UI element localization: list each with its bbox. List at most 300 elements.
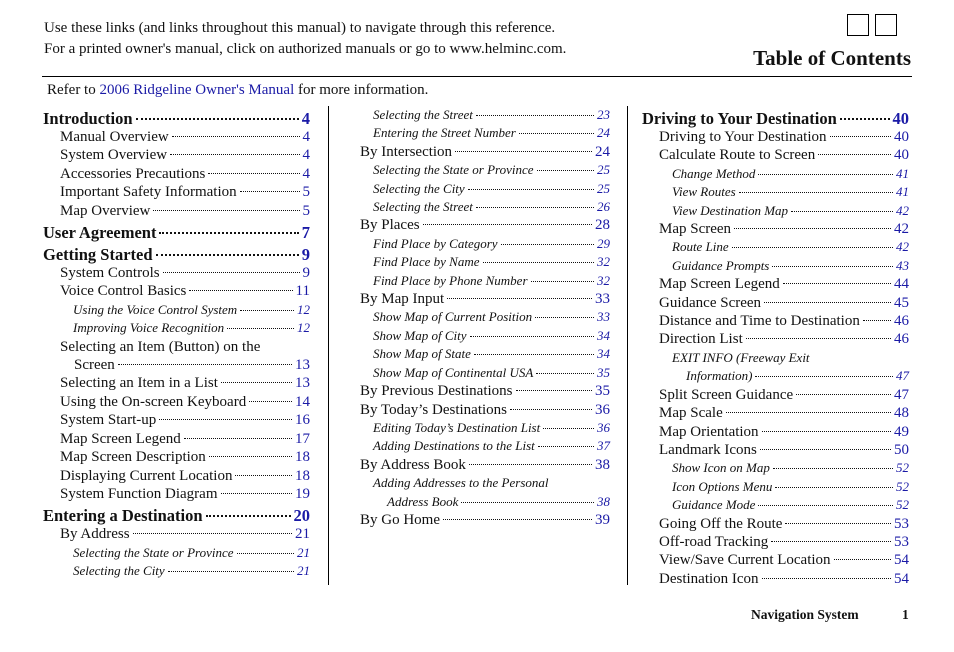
toc-entry-title: Route Line: [672, 239, 729, 255]
dot-leader: [535, 317, 594, 318]
toc-entry[interactable]: [360, 511, 610, 529]
toc-entry-title: Icon Options Menu: [672, 478, 773, 494]
toc-entry-page-link[interactable]: 38: [595, 456, 610, 473]
toc-entry-title: System Start-up: [60, 412, 157, 429]
toc-entry-title: Calculate Route to Screen: [659, 147, 816, 164]
toc-entry-title: Selecting an Item (Button) on the: [60, 338, 261, 355]
toc-entry-title: Off-road Tracking: [659, 533, 769, 550]
refer-line: [47, 82, 428, 99]
toc-entry-title: Find Place by Category: [373, 235, 498, 251]
toc-entry[interactable]: [360, 253, 610, 271]
toc-entry[interactable]: [43, 128, 310, 146]
dot-leader: [863, 320, 891, 321]
dot-leader: [221, 382, 292, 383]
toc-entry-page-link[interactable]: 52: [896, 478, 909, 494]
dot-leader: [739, 192, 893, 193]
toc-entry-page-link[interactable]: 52: [896, 497, 909, 513]
toc-entry[interactable]: [43, 282, 310, 300]
toc-entry-page-link[interactable]: 23: [597, 107, 610, 122]
dot-leader: [156, 254, 299, 256]
toc-entry[interactable]: [642, 165, 909, 183]
toc-entry-title: Using the Voice Control System: [73, 301, 238, 317]
toc-entry[interactable]: [360, 308, 610, 326]
toc-entry-page-link[interactable]: 46: [894, 313, 909, 330]
toc-entry[interactable]: [360, 493, 610, 511]
toc-entry-page-link[interactable]: 28: [595, 217, 610, 234]
dot-leader: [227, 328, 294, 329]
toc-entry-title: Introduction: [43, 109, 133, 128]
toc-entry[interactable]: [360, 235, 610, 253]
toc-entry-page-link[interactable]: 5: [302, 184, 310, 201]
toc-entry-title: System Function Diagram: [60, 485, 218, 502]
toc-entry-title: Adding Addresses to the Personal: [373, 475, 549, 491]
toc-entry[interactable]: [642, 312, 909, 330]
toc-entry-title: Selecting the State or Province: [73, 544, 234, 560]
toc-entry[interactable]: [43, 223, 310, 242]
toc-entry-title: Driving to Your Destination: [659, 129, 827, 145]
toc-column-1: [43, 106, 310, 581]
toc-entry-title: By Previous Destinations: [360, 383, 513, 400]
toc-entry[interactable]: [642, 109, 909, 128]
toc-entry[interactable]: [43, 448, 310, 466]
dot-leader: [476, 115, 594, 116]
owners-manual-link[interactable]: 2006 Ridgeline Owner's Manual: [99, 82, 295, 98]
toc-entry-title: View Destination Map: [672, 202, 789, 218]
toc-entry[interactable]: [360, 198, 610, 216]
toc-entry[interactable]: [43, 411, 310, 429]
toc-entry[interactable]: [43, 562, 310, 580]
toc-entry-title: Selecting the City: [73, 563, 165, 579]
toc-entry-title: Entering a Destination: [43, 506, 203, 526]
toc-entry-page-link[interactable]: 45: [894, 294, 909, 311]
toc-entry-page-link[interactable]: 32: [597, 272, 610, 288]
toc-entry[interactable]: [43, 467, 310, 485]
dot-leader: [762, 431, 891, 432]
toc-entry-page-link[interactable]: 34: [597, 346, 610, 362]
toc-entry-page-link[interactable]: 35: [595, 383, 610, 400]
toc-entry-title: By Places: [360, 217, 420, 234]
dot-leader: [796, 394, 891, 395]
dot-leader: [510, 409, 592, 410]
toc-entry[interactable]: [642, 128, 909, 146]
dot-leader: [206, 515, 291, 517]
toc-entry[interactable]: [43, 165, 310, 183]
toc-entry[interactable]: [360, 124, 610, 142]
toc-entry-page-link[interactable]: 19: [295, 485, 310, 502]
toc-entry-title: Map Screen Legend: [60, 430, 181, 447]
toc-entry-title: Show Map of Continental USA: [373, 364, 534, 380]
toc-entry[interactable]: [642, 533, 909, 551]
dot-leader: [726, 412, 891, 413]
toc-entry-title: Distance and Time to Destination: [659, 313, 860, 330]
toc-entry[interactable]: [360, 180, 610, 198]
toc-entry-title: Change Method: [672, 165, 756, 181]
refer-suffix: for more information.: [294, 82, 429, 98]
toc-entry-page-link[interactable]: 47: [896, 368, 909, 384]
toc-entry-page-link[interactable]: 21: [297, 563, 310, 579]
toc-entry-page-link[interactable]: 42: [896, 239, 909, 255]
toc-entry[interactable]: [360, 161, 610, 179]
dot-leader: [168, 571, 294, 572]
dot-leader: [469, 464, 592, 465]
toc-entry[interactable]: [642, 294, 909, 312]
toc-entry-title: Direction List: [659, 331, 743, 348]
toc-entry[interactable]: [642, 459, 909, 477]
toc-entry-page-link[interactable]: 16: [295, 412, 310, 429]
next-page-button[interactable]: [875, 14, 897, 36]
dot-leader: [840, 118, 890, 120]
toc-entry[interactable]: [642, 386, 909, 404]
toc-entry-page-link[interactable]: 26: [597, 199, 610, 215]
toc-entry-page-link[interactable]: 24: [595, 143, 610, 160]
toc-entry-title: By Intersection: [360, 143, 453, 160]
dot-leader: [447, 298, 592, 299]
toc-entry[interactable]: [43, 393, 310, 411]
toc-entry-title: Split Screen Guidance: [659, 386, 794, 403]
dot-leader: [775, 487, 893, 488]
toc-entry[interactable]: [43, 356, 310, 374]
toc-entry-title: Driving to Your Destination: [642, 109, 837, 128]
toc-entry[interactable]: [642, 183, 909, 201]
toc-entry-title: Entering the Street Number: [373, 125, 516, 141]
toc-entry-page-link[interactable]: 25: [597, 162, 610, 178]
toc-entry-page-link[interactable]: 18: [295, 467, 310, 484]
toc-entry-page-link[interactable]: 40: [894, 129, 909, 145]
toc-entry[interactable]: [642, 220, 909, 238]
toc-entry-title: System Overview: [60, 147, 168, 164]
header-note: [44, 18, 566, 60]
toc-entry-page-link[interactable]: 12: [297, 301, 310, 317]
toc-entry-page-link[interactable]: 34: [597, 327, 610, 343]
dot-leader: [537, 170, 594, 171]
toc-entry[interactable]: [43, 146, 310, 164]
toc-entry-page-link[interactable]: 48: [894, 405, 909, 422]
dot-leader: [240, 191, 300, 192]
dot-leader: [773, 468, 893, 469]
toc-entry-title: System Controls: [60, 265, 160, 282]
toc-entry-page-link[interactable]: 44: [894, 276, 909, 293]
toc-entry-page-link[interactable]: 54: [894, 552, 909, 569]
toc-entry-page-link[interactable]: 52: [896, 460, 909, 476]
toc-entry-page-link[interactable]: 35: [597, 364, 610, 380]
toc-entry-page-link[interactable]: 5: [302, 202, 310, 219]
toc-entry-page-link[interactable]: 29: [597, 235, 610, 251]
toc-entry[interactable]: [360, 290, 610, 308]
toc-entry[interactable]: [642, 367, 909, 385]
dot-leader: [468, 189, 594, 190]
toc-entry[interactable]: [43, 374, 310, 392]
toc-entry-title: Find Place by Name: [373, 254, 480, 270]
toc-entry-page-link[interactable]: 4: [302, 129, 310, 145]
toc-entry-title: By Address: [60, 526, 130, 543]
dot-leader: [235, 475, 292, 476]
toc-entry-page-link[interactable]: 39: [595, 511, 610, 528]
toc-entry-page-link[interactable]: 42: [894, 221, 909, 238]
page-nav-buttons: [847, 14, 897, 36]
dot-leader: [734, 228, 891, 229]
toc-entry[interactable]: [43, 301, 310, 319]
dot-leader: [461, 502, 594, 503]
toc-entry[interactable]: [43, 202, 310, 220]
toc-entry[interactable]: [642, 478, 909, 496]
footer-page-number: 1: [902, 607, 909, 622]
dot-leader: [758, 174, 893, 175]
toc-entry-title: Selecting the State or Province: [373, 162, 534, 178]
refer-prefix: Refer to: [47, 82, 100, 98]
dot-leader: [118, 364, 292, 365]
toc-entry-title: Improving Voice Recognition: [73, 320, 225, 336]
dot-leader: [476, 207, 594, 208]
dot-leader: [538, 446, 594, 447]
toc-entry-page-link[interactable]: 42: [896, 202, 909, 218]
dot-leader: [474, 354, 594, 355]
header-note-line-2: For a printed owner's manual, click on authorized manuals or go to www.helminc.com.: [44, 41, 567, 57]
dot-leader: [170, 154, 299, 155]
dot-leader: [443, 519, 592, 520]
toc-entry-page-link[interactable]: 38: [597, 493, 610, 509]
dot-leader: [249, 401, 292, 402]
dot-leader: [755, 376, 893, 377]
toc-entry-page-link[interactable]: 37: [597, 438, 610, 454]
toc-entry-title: Map Overview: [60, 202, 151, 219]
toc-entry-title: Address Book: [387, 493, 459, 509]
toc-entry-page-link[interactable]: 41: [896, 165, 909, 181]
toc-entry-page-link[interactable]: 46: [894, 331, 909, 348]
toc-entry[interactable]: [43, 525, 310, 543]
toc-entry-title: By Today’s Destinations: [360, 401, 508, 418]
toc-entry-title: Getting Started: [43, 245, 153, 265]
toc-entry[interactable]: [43, 544, 310, 562]
dot-leader: [732, 247, 893, 248]
toc-entry[interactable]: [43, 183, 310, 201]
dot-leader: [163, 272, 300, 273]
dot-leader: [153, 210, 299, 211]
toc-entry-page-link[interactable]: 50: [894, 441, 909, 458]
toc-entry[interactable]: [642, 146, 909, 164]
dot-leader: [516, 390, 593, 391]
toc-entry[interactable]: [360, 437, 610, 455]
toc-entry[interactable]: [43, 245, 310, 264]
toc-entry-page-link[interactable]: 7: [301, 223, 310, 243]
dot-leader: [501, 244, 594, 245]
previous-page-button[interactable]: [847, 14, 869, 36]
toc-entry-title: Map Screen Description: [60, 449, 206, 466]
toc-entry-page-link[interactable]: 49: [894, 423, 909, 440]
toc-entry-title: Accessories Precautions: [60, 165, 206, 182]
toc-entry-title: Map Orientation: [659, 423, 759, 440]
dot-leader: [136, 118, 299, 120]
toc-entry-page-link[interactable]: 43: [896, 257, 909, 273]
toc-entry[interactable]: [43, 264, 310, 282]
toc-entry-title: Guidance Prompts: [672, 257, 770, 273]
dot-leader: [470, 336, 594, 337]
dot-leader: [208, 173, 299, 174]
toc-entry[interactable]: [642, 570, 909, 588]
toc-entry[interactable]: [43, 319, 310, 337]
toc-entry-page-link[interactable]: 21: [297, 544, 310, 560]
toc-entry[interactable]: [642, 257, 909, 275]
toc-entry[interactable]: [43, 506, 310, 525]
toc-column-3: [642, 106, 909, 588]
toc-entry-title: Map Screen Legend: [659, 276, 780, 293]
toc-entry-title: Show Map of City: [373, 327, 467, 343]
toc-entry[interactable]: [642, 441, 909, 459]
dot-leader: [221, 493, 293, 494]
toc-entry-page-link[interactable]: 9: [302, 265, 310, 282]
toc-entry-title: Manual Overview: [60, 129, 169, 145]
toc-entry-page-link[interactable]: 54: [894, 570, 909, 587]
toc-entry-title: By Address Book: [360, 456, 466, 473]
toc-entry-title: EXIT INFO (Freeway Exit: [672, 349, 810, 365]
toc-entry[interactable]: [642, 202, 909, 220]
toc-entry-title: Voice Control Basics: [60, 283, 187, 300]
toc-entry[interactable]: [360, 327, 610, 345]
dot-leader: [240, 310, 294, 311]
dot-leader: [785, 523, 891, 524]
toc-entry-page-link[interactable]: 12: [297, 320, 310, 336]
toc-entry[interactable]: [642, 496, 909, 514]
toc-entry[interactable]: [642, 404, 909, 422]
toc-entry-title: By Go Home: [360, 511, 440, 528]
toc-entry[interactable]: [360, 272, 610, 290]
toc-entry-title: User Agreement: [43, 223, 157, 243]
toc-entry-page-link[interactable]: 41: [896, 184, 909, 200]
footer-label: Navigation System: [751, 607, 859, 622]
dot-leader: [133, 533, 292, 534]
toc-entry[interactable]: [642, 423, 909, 441]
toc-entry-page-link[interactable]: 36: [595, 401, 610, 418]
toc-entry[interactable]: [43, 109, 310, 128]
dot-leader: [455, 151, 592, 152]
toc-entry-page-link[interactable]: 4: [302, 147, 310, 164]
toc-entry[interactable]: [43, 338, 310, 356]
toc-entry[interactable]: [360, 474, 610, 492]
toc-entry-title: Adding Destinations to the List: [373, 438, 535, 454]
toc-entry-page-link[interactable]: 13: [295, 357, 310, 374]
dot-leader: [536, 373, 594, 374]
toc-entry[interactable]: [642, 330, 909, 348]
toc-entry-title: Selecting an Item in a List: [60, 375, 218, 392]
dot-leader: [209, 456, 292, 457]
toc-entry[interactable]: [43, 485, 310, 503]
toc-entry-page-link[interactable]: 33: [597, 309, 610, 325]
dot-leader: [519, 133, 594, 134]
toc-column-2: [360, 106, 610, 529]
toc-entry[interactable]: [360, 419, 610, 437]
toc-entry-page-link[interactable]: 53: [894, 515, 909, 532]
toc-entry[interactable]: [360, 456, 610, 474]
toc-entry-title: Displaying Current Location: [60, 467, 233, 484]
dot-leader: [818, 154, 891, 155]
toc-entry[interactable]: [360, 401, 610, 419]
toc-entry-title: By Map Input: [360, 291, 445, 308]
toc-entry-title: Selecting the City: [373, 180, 465, 196]
dot-leader: [543, 428, 594, 429]
toc-entry-page-link[interactable]: 11: [295, 283, 310, 300]
dot-leader: [159, 232, 298, 234]
toc-entry-page-link[interactable]: 4: [302, 165, 310, 182]
toc-entry-title: Show Map of Current Position: [373, 309, 533, 325]
dot-leader: [772, 266, 893, 267]
toc-entry[interactable]: [360, 106, 610, 124]
dot-leader: [159, 419, 292, 420]
toc-entry-page-link[interactable]: 17: [295, 430, 310, 447]
toc-entry-title: Guidance Mode: [672, 497, 756, 513]
toc-entry[interactable]: [642, 275, 909, 293]
toc-entry-page-link[interactable]: 14: [295, 393, 310, 410]
toc-entry-page-link[interactable]: 9: [301, 245, 310, 265]
toc-entry-page-link[interactable]: 36: [597, 419, 610, 435]
toc-entry-title: Selecting the Street: [373, 199, 473, 215]
toc-entry[interactable]: [360, 216, 610, 234]
toc-entry-page-link[interactable]: 40: [894, 147, 909, 164]
dot-leader: [184, 438, 292, 439]
toc-entry-page-link[interactable]: 33: [595, 291, 610, 308]
dot-leader: [771, 541, 891, 542]
toc-entry[interactable]: [43, 430, 310, 448]
toc-entry-page-link[interactable]: 20: [293, 506, 310, 526]
toc-entry-title: Editing Today’s Destination List: [373, 419, 541, 435]
dot-leader: [746, 338, 891, 339]
toc-entry-title: Landmark Icons: [659, 441, 757, 458]
toc-entry-title: Guidance Screen: [659, 294, 762, 311]
toc-entry[interactable]: [642, 349, 909, 367]
toc-entry-title: Information): [686, 368, 753, 384]
dot-leader: [483, 262, 595, 263]
toc-entry-page-link[interactable]: 47: [894, 386, 909, 403]
dot-leader: [834, 559, 891, 560]
toc-entry-title: Destination Icon: [659, 570, 759, 587]
toc-entry-page-link[interactable]: 21: [295, 526, 310, 543]
toc-entry-title: Show Icon on Map: [672, 460, 770, 476]
toc-entry-page-link[interactable]: 18: [295, 449, 310, 466]
header-divider: [42, 76, 912, 77]
dot-leader: [783, 283, 891, 284]
dot-leader: [830, 136, 891, 137]
dot-leader: [237, 553, 294, 554]
toc-entry-title: Screen: [74, 357, 115, 374]
toc-entry-title: Going Off the Route: [659, 515, 783, 532]
toc-entry-page-link[interactable]: 13: [295, 375, 310, 392]
dot-leader: [172, 136, 300, 137]
toc-entry-page-link[interactable]: 32: [597, 254, 610, 270]
toc-entry-page-link[interactable]: 4: [301, 109, 310, 128]
toc-entry[interactable]: [360, 364, 610, 382]
toc-entry-title: Map Scale: [659, 405, 723, 422]
toc-entry-title: Find Place by Phone Number: [373, 272, 528, 288]
toc-entry[interactable]: [642, 238, 909, 256]
toc-entry[interactable]: [360, 143, 610, 161]
page-title: Table of Contents: [753, 46, 911, 70]
toc-entry-page-link[interactable]: 40: [892, 109, 909, 128]
dot-leader: [758, 505, 893, 506]
toc-entry[interactable]: [360, 382, 610, 400]
toc-entry-title: Using the On-screen Keyboard: [60, 393, 247, 410]
toc-entry-page-link[interactable]: 25: [597, 180, 610, 196]
column-divider-1: [328, 106, 329, 585]
column-divider-2: [627, 106, 628, 585]
toc-entry-title: View/Save Current Location: [659, 552, 831, 569]
toc-entry[interactable]: [360, 345, 610, 363]
dot-leader: [531, 281, 594, 282]
dot-leader: [791, 211, 893, 212]
dot-leader: [760, 449, 891, 450]
toc-entry-page-link[interactable]: 24: [597, 125, 610, 141]
dot-leader: [764, 302, 891, 303]
toc-entry-page-link[interactable]: 53: [894, 533, 909, 550]
toc-entry[interactable]: [642, 551, 909, 569]
toc-entry[interactable]: [642, 515, 909, 533]
